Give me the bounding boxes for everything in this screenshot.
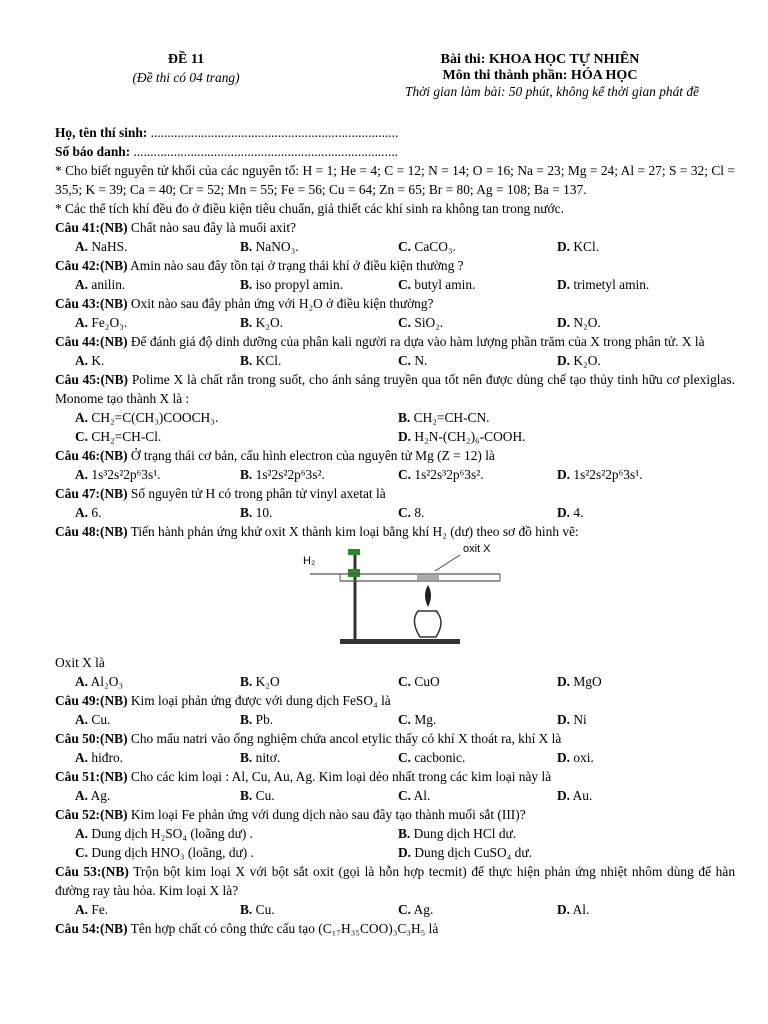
option-letter: B. (240, 277, 253, 292)
option-letter: B. (398, 826, 411, 841)
exam-body (55, 123, 735, 938)
question-text: Tên hợp chất có công thức cấu tạo (C₁₇H₃₅COO)₃C₃H₅ là (130, 921, 439, 936)
option-text: NaHS. (91, 239, 128, 254)
option-text: KCl. (255, 353, 282, 368)
option-a (75, 275, 125, 294)
options-row (55, 351, 735, 370)
question-stem (55, 862, 735, 900)
option-text: oxi. (573, 750, 594, 765)
option-letter: A. (75, 467, 89, 482)
question-stem (55, 691, 735, 710)
option-c (398, 672, 440, 691)
option-c (398, 503, 424, 522)
question-text: Để đánh giá độ dinh dưỡng của phân kali người ra dựa vào hàm lượng phần trăm của X trong phân tử. X là (130, 334, 705, 349)
option-letter: A. (75, 505, 89, 520)
option-letter: D. (398, 845, 412, 860)
question-stem (55, 256, 735, 275)
question-label: Câu 44:(NB) (55, 334, 128, 349)
option-text: K₂O. (255, 315, 283, 330)
option-letter: D. (557, 467, 571, 482)
option-d (398, 843, 532, 862)
option-letter: C. (75, 845, 89, 860)
option-letter: C. (398, 788, 412, 803)
option-a (75, 786, 110, 805)
option-text: CH₂=C(CH₃)COOCH₃. (91, 410, 219, 425)
option-letter: D. (557, 902, 571, 917)
option-text: SiO₂. (414, 315, 444, 330)
option-letter: B. (240, 712, 253, 727)
option-letter: D. (557, 750, 571, 765)
options-row (55, 275, 735, 294)
option-letter: B. (240, 505, 253, 520)
question-text: Oxit nào sau đây phản ứng với H₂O ở điều kiện thường? (130, 296, 434, 311)
option-d (557, 237, 599, 256)
option-letter: A. (75, 902, 89, 917)
question-stem (55, 370, 735, 408)
option-letter: A. (75, 410, 89, 425)
option-b (240, 313, 283, 332)
figure-label-oxide: oxit X (463, 543, 491, 555)
option-c (398, 351, 427, 370)
options-row (55, 313, 735, 332)
question-followup: Oxit X là (55, 655, 105, 670)
option-b (240, 275, 343, 294)
options-row (55, 824, 735, 843)
option-letter: C. (398, 315, 412, 330)
option-text: Cu. (255, 788, 275, 803)
option-b (240, 465, 325, 484)
option-a (75, 748, 123, 767)
option-text: CH₂=CH-Cl. (91, 429, 162, 444)
option-text: hiđro. (91, 750, 124, 765)
question-text: Polime X là chất rắn trong suốt, cho ánh sáng truyền qua tốt nên được dùng chế tạo thủy tinh hữu cơ plexiglas. Monome tạo thành X là : (55, 372, 735, 406)
option-text: Au. (572, 788, 593, 803)
options-row (55, 748, 735, 767)
question-text: Cho các kim loại : Al, Cu, Au, Ag. Kim loại dẻo nhất trong các kim loại này là (130, 769, 552, 784)
option-text: 1s³2s²2p⁶3s¹. (91, 467, 161, 482)
option-text: Cu. (255, 902, 275, 917)
option-text: CaCO₃. (414, 239, 456, 254)
option-text: Dung dịch HCl dư. (413, 826, 517, 841)
option-text: Cu. (91, 712, 111, 727)
option-text: Ag. (413, 902, 434, 917)
option-c (398, 237, 456, 256)
options-row (55, 843, 735, 862)
option-text: Al. (413, 788, 431, 803)
question-label: Câu 50:(NB) (55, 731, 128, 746)
question-stem (55, 522, 735, 541)
option-text: Pb. (255, 712, 274, 727)
option-text: trimetyl amin. (573, 277, 650, 292)
option-letter: D. (557, 277, 571, 292)
question-text: Trộn bột kim loại X với bột sắt oxit (gọi là hỗn hợp tecmit) để thực hiện phản ứng nhiệt nhôm dùng để hàn đường ray tàu hỏa. Kim loại X là? (55, 864, 736, 898)
options-row (55, 427, 735, 446)
option-letter: A. (75, 315, 89, 330)
option-b (240, 900, 275, 919)
option-text: Ag. (90, 788, 111, 803)
option-c (398, 465, 484, 484)
question-label: Câu 46:(NB) (55, 448, 128, 463)
option-text: N. (414, 353, 428, 368)
option-letter: B. (398, 410, 411, 425)
option-letter: C. (398, 353, 412, 368)
apparatus-figure (55, 541, 735, 653)
question-46 (55, 446, 735, 484)
option-b (398, 408, 489, 427)
question-label: Câu 43:(NB) (55, 296, 128, 311)
question-label: Câu 45:(NB) (55, 372, 128, 387)
question-label: Câu 47:(NB) (55, 486, 128, 501)
question-text: Chất nào sau đây là muối axit? (130, 220, 296, 235)
question-text: Amin nào sau đây tồn tại ở trạng thái khí ở điều kiện thường ? (130, 258, 464, 273)
option-b (240, 748, 280, 767)
options-row (55, 465, 735, 484)
option-letter: C. (398, 277, 412, 292)
option-letter: D. (557, 239, 571, 254)
option-text: 6. (91, 505, 102, 520)
option-c (398, 710, 436, 729)
option-d (557, 672, 602, 691)
option-letter: D. (557, 674, 571, 689)
option-letter: A. (75, 239, 89, 254)
atomic-mass-note: * Cho biết nguyên tử khối của các nguyên tố: H = 1; He = 4; C = 12; N = 14; O = 16; Na = 23; Mg = 24; Al = 27; S = 32; Cl = 35,5; K = 39; Ca = 40; Cr = 52; Mn = 55; Fe = 56; Cu = 64; Zn = 65; Br = 80; Ag = 108; Ba = 137. (55, 163, 735, 197)
option-letter: A. (75, 353, 89, 368)
option-text: H₂N-(CH₂)₆-COOH. (414, 429, 526, 444)
question-stem (55, 294, 735, 313)
option-letter: D. (557, 315, 571, 330)
option-text: K₂O (255, 674, 280, 689)
question-54 (55, 919, 735, 938)
options-row (55, 900, 735, 919)
question-text: Cho mẩu natri vào ống nghiệm chứa ancol etylic thấy có khí X thoát ra, khí X là (130, 731, 562, 746)
option-text: CuO (414, 674, 440, 689)
question-52 (55, 805, 735, 862)
gas-condition-note: * Các thể tích khí đều đo ở điều kiện tiêu chuẩn, giả thiết các khí sinh ra không tan trong nước. (55, 201, 564, 216)
option-letter: C. (398, 750, 412, 765)
option-text: nitơ. (255, 750, 281, 765)
question-stem (55, 805, 735, 824)
question-list (55, 218, 735, 938)
option-letter: C. (398, 239, 412, 254)
option-b (240, 237, 299, 256)
option-c (398, 275, 475, 294)
option-text: butyl amin. (414, 277, 476, 292)
candidate-name-label: Họ, tên thí sinh: (55, 125, 148, 140)
option-b (240, 503, 272, 522)
options-row (55, 408, 735, 427)
candidate-id-blank: ............................................................................... (133, 144, 399, 159)
option-c (398, 786, 430, 805)
option-text: iso propyl amin. (255, 277, 344, 292)
option-d (557, 900, 589, 919)
option-c (398, 748, 465, 767)
question-stem (55, 218, 735, 237)
option-text: 1s²2s³2p⁶3s². (414, 467, 484, 482)
option-letter: A. (75, 674, 89, 689)
question-label: Câu 41:(NB) (55, 220, 128, 235)
question-49 (55, 691, 735, 729)
option-text: CH₂=CH-CN. (413, 410, 490, 425)
option-text: Fe. (91, 902, 109, 917)
option-text: K. (91, 353, 105, 368)
exam-title: Bài thi: KHOA HỌC TỰ NHIÊN (440, 52, 640, 67)
question-label: Câu 42:(NB) (55, 258, 128, 273)
option-a (75, 900, 108, 919)
option-letter: B. (240, 353, 253, 368)
header-left (96, 52, 276, 86)
option-c (398, 900, 433, 919)
question-53 (55, 862, 735, 919)
option-b (398, 824, 516, 843)
question-text: Tiến hành phản ứng khử oxit X thành kim loại bằng khí H₂ (dư) theo sơ đồ hình vẽ: (130, 524, 579, 539)
options-row (55, 710, 735, 729)
option-c (75, 843, 254, 862)
option-letter: B. (240, 315, 253, 330)
option-text: KCl. (573, 239, 600, 254)
option-letter: D. (557, 353, 571, 368)
option-a (75, 465, 161, 484)
question-51 (55, 767, 735, 805)
exam-number: ĐỀ 11 (167, 52, 205, 67)
question-43 (55, 294, 735, 332)
question-stem (55, 484, 735, 503)
option-a (75, 351, 104, 370)
option-a (75, 824, 253, 843)
option-text: 1s²2s²2p⁶3s². (255, 467, 325, 482)
question-label: Câu 53:(NB) (55, 864, 129, 879)
option-a (75, 710, 110, 729)
option-text: Dung dịch CuSO₄ dư. (414, 845, 532, 860)
option-text: 8. (414, 505, 425, 520)
option-letter: C. (398, 505, 412, 520)
question-text: Kim loại Fe phản ứng với dung dịch nào sau đây tạo thành muối sắt (III)? (130, 807, 526, 822)
question-label: Câu 48:(NB) (55, 524, 128, 539)
option-text: K₂O. (573, 353, 601, 368)
option-text: 4. (573, 505, 584, 520)
header-right (340, 52, 740, 100)
option-text: Dung dịch H₂SO₄ (loãng dư) . (91, 826, 254, 841)
option-d (557, 710, 587, 729)
option-letter: C. (75, 429, 89, 444)
option-text: Fe₂O₃. (91, 315, 128, 330)
question-48 (55, 522, 735, 691)
option-text: Al. (572, 902, 590, 917)
option-b (240, 672, 280, 691)
option-b (240, 786, 275, 805)
option-letter: B. (240, 788, 253, 803)
option-b (240, 351, 281, 370)
option-text: Dung dịch HNO₃ (loãng, dư) . (91, 845, 254, 860)
option-text: NaNO₃. (255, 239, 299, 254)
question-45 (55, 370, 735, 446)
option-d (557, 351, 601, 370)
apparatus-diagram (300, 541, 520, 653)
question-stem (55, 767, 735, 786)
question-label: Câu 49:(NB) (55, 693, 128, 708)
question-label: Câu 54:(NB) (55, 921, 128, 936)
option-d (557, 786, 592, 805)
option-letter: B. (240, 902, 253, 917)
option-letter: B. (240, 467, 253, 482)
question-stem (55, 729, 735, 748)
question-41 (55, 218, 735, 256)
option-c (398, 313, 443, 332)
figure-label-h2: H₂ (303, 555, 316, 567)
option-text: N₂O. (573, 315, 601, 330)
question-50 (55, 729, 735, 767)
question-text: Ở trạng thái cơ bản, cấu hình electron của nguyên tử Mg (Z = 12) là (130, 448, 495, 463)
options-row (55, 786, 735, 805)
option-d (557, 313, 601, 332)
subject-title: Môn thi thành phần: HÓA HỌC (442, 68, 638, 83)
option-text: anilin. (91, 277, 126, 292)
option-letter: C. (398, 712, 412, 727)
options-row (55, 237, 735, 256)
option-a (75, 408, 218, 427)
question-stem (55, 919, 735, 938)
option-letter: A. (75, 788, 89, 803)
time-note: Thời gian làm bài: 50 phút, không kể thời gian phát đề (405, 84, 699, 99)
options-row (55, 672, 735, 691)
candidate-id-line (55, 142, 735, 161)
option-letter: D. (557, 712, 571, 727)
option-d (557, 748, 594, 767)
candidate-name-line (55, 123, 735, 142)
option-a (75, 313, 127, 332)
option-letter: A. (75, 712, 89, 727)
option-letter: B. (240, 750, 253, 765)
question-label: Câu 51:(NB) (55, 769, 128, 784)
option-letter: C. (398, 902, 412, 917)
option-text: 1s²2s²2p⁶3s¹. (573, 467, 643, 482)
option-letter: D. (398, 429, 412, 444)
option-letter: A. (75, 277, 89, 292)
candidate-id-label: Số báo danh: (55, 144, 131, 159)
question-stem (55, 446, 735, 465)
option-letter: D. (557, 505, 571, 520)
option-letter: D. (557, 788, 571, 803)
option-letter: A. (75, 750, 89, 765)
candidate-name-blank: .......................................................................... (150, 125, 399, 140)
option-b (240, 710, 273, 729)
option-text: Mg. (414, 712, 437, 727)
question-text: Kim loại phản ứng được với dung dịch FeSO₄ là (130, 693, 391, 708)
question-text: Số nguyên tử H có trong phân tử vinyl axetat là (130, 486, 386, 501)
option-text: 10. (255, 505, 273, 520)
option-d (557, 465, 643, 484)
option-letter: B. (240, 239, 253, 254)
option-a (75, 237, 127, 256)
option-text: cacbonic. (414, 750, 466, 765)
option-a (75, 672, 123, 691)
option-letter: C. (398, 674, 412, 689)
option-text: Ni (573, 712, 587, 727)
option-d (557, 275, 649, 294)
option-text: Al₂O₃ (90, 674, 124, 689)
option-a (75, 503, 101, 522)
question-42 (55, 256, 735, 294)
option-letter: B. (240, 674, 253, 689)
options-row (55, 503, 735, 522)
pages-note: (Đề thi có 04 trang) (132, 70, 240, 85)
option-d (398, 427, 525, 446)
option-d (557, 503, 583, 522)
option-letter: A. (75, 826, 89, 841)
option-c (75, 427, 161, 446)
question-44 (55, 332, 735, 370)
option-text: MgO (573, 674, 602, 689)
question-label: Câu 52:(NB) (55, 807, 128, 822)
question-47 (55, 484, 735, 522)
question-stem (55, 332, 735, 351)
option-letter: C. (398, 467, 412, 482)
